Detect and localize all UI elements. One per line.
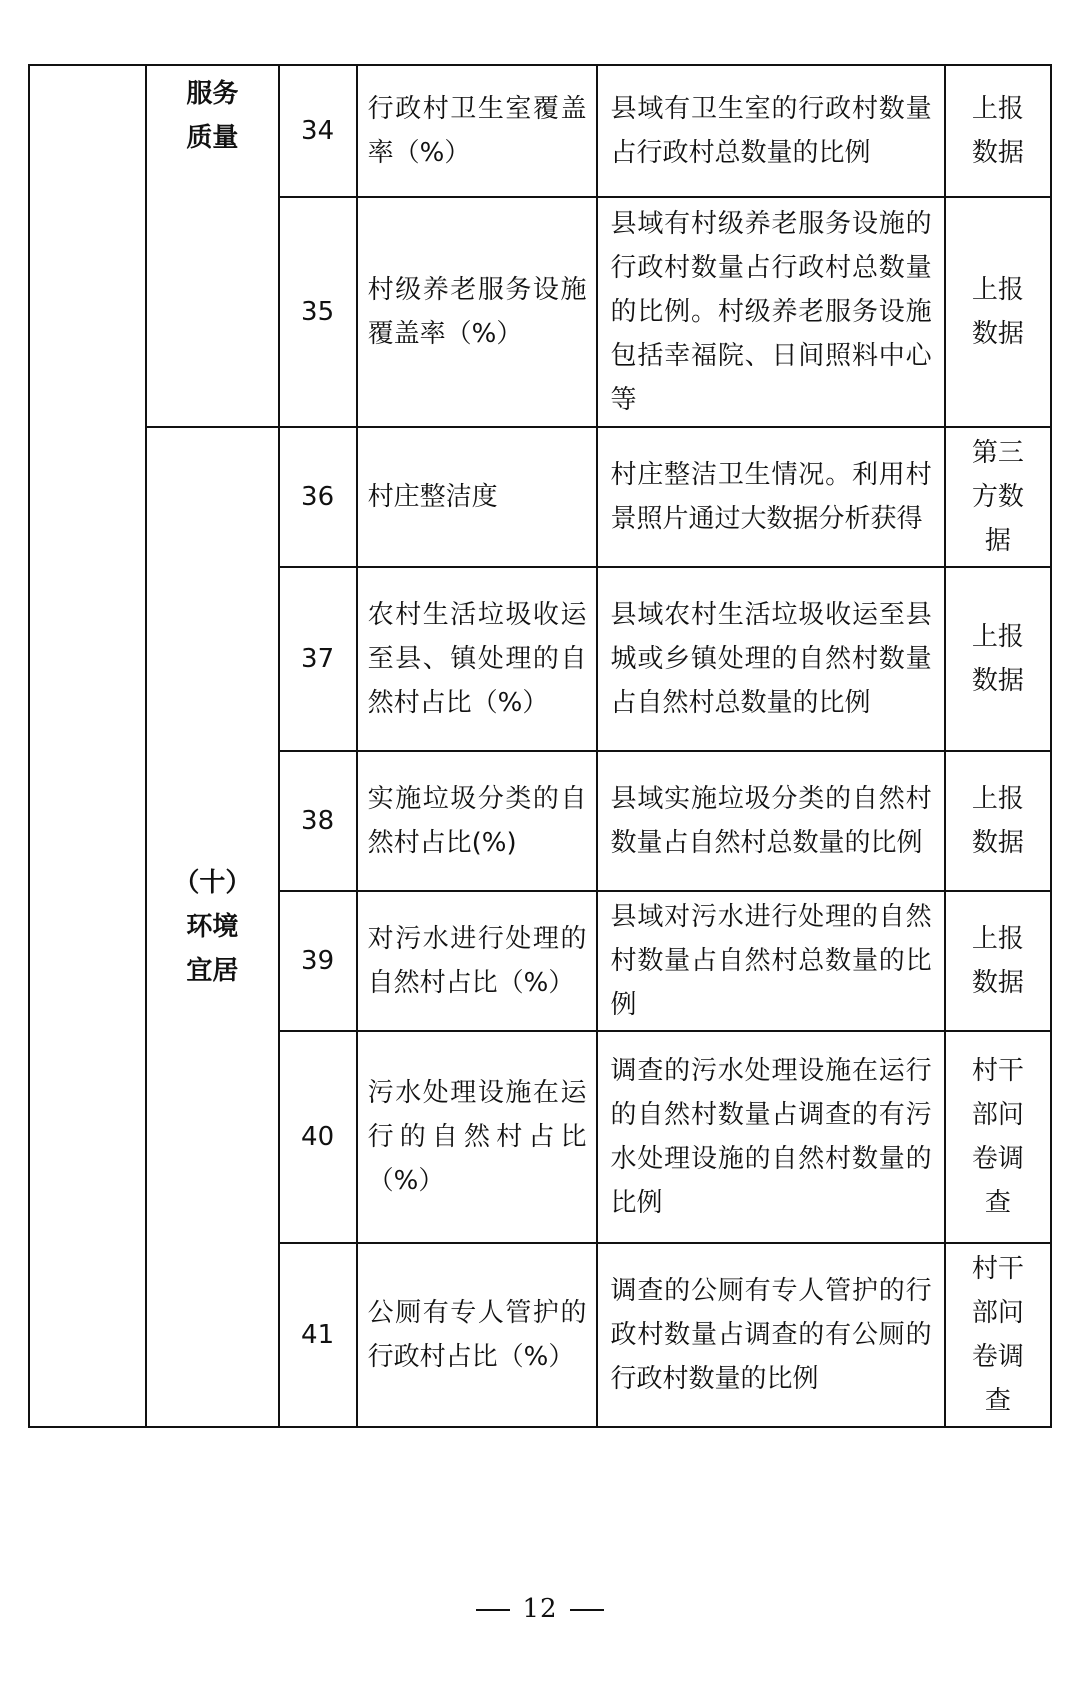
indicator-description: 县域对污水进行处理的自然村数量占自然村总数量的比例	[597, 891, 944, 1031]
indicator-table	[28, 64, 1052, 1428]
indicator-description: 村庄整洁卫生情况。利用村景照片通过大数据分析获得	[597, 427, 944, 567]
page-number	[0, 1594, 1080, 1624]
indicator-name: 村级养老服务设施覆盖率（%）	[357, 197, 598, 427]
data-source: 上报 数据	[945, 65, 1051, 197]
indicator-name: 实施垃圾分类的自然村占比(%)	[357, 751, 598, 891]
table-row	[29, 427, 1051, 567]
data-source: 上报 数据	[945, 567, 1051, 751]
indicator-name: 农村生活垃圾收运至县、镇处理的自然村占比（%）	[357, 567, 598, 751]
table-row	[29, 65, 1051, 197]
indicator-name: 对污水进行处理的自然村占比（%）	[357, 891, 598, 1031]
indicator-name: 村庄整洁度	[357, 427, 598, 567]
data-source: 村干 部问 卷调 查	[945, 1031, 1051, 1243]
indicator-description: 县域实施垃圾分类的自然村数量占自然村总数量的比例	[597, 751, 944, 891]
category-service-quality: 服务 质量	[146, 65, 278, 427]
dash-right	[570, 1609, 604, 1611]
row-number: 35	[279, 197, 357, 427]
indicator-description: 调查的污水处理设施在运行的自然村数量占调查的有污水处理设施的自然村数量的比例	[597, 1031, 944, 1243]
data-source: 村干 部问 卷调 查	[945, 1243, 1051, 1427]
row-number: 39	[279, 891, 357, 1031]
row-number: 37	[279, 567, 357, 751]
indicator-description: 县域有卫生室的行政村数量占行政村总数量的比例	[597, 65, 944, 197]
data-source: 上报 数据	[945, 751, 1051, 891]
indicator-name: 污水处理设施在运行的自然村占比（%）	[357, 1031, 598, 1243]
indicator-name: 公厕有专人管护的行政村占比（%）	[357, 1243, 598, 1427]
data-source: 上报 数据	[945, 891, 1051, 1031]
row-number: 34	[279, 65, 357, 197]
indicator-description: 县域农村生活垃圾收运至县城或乡镇处理的自然村数量占自然村总数量的比例	[597, 567, 944, 751]
row-number: 36	[279, 427, 357, 567]
data-source: 第三 方数 据	[945, 427, 1051, 567]
row-number: 40	[279, 1031, 357, 1243]
row-number: 38	[279, 751, 357, 891]
page-number-value: 12	[522, 1594, 558, 1624]
indicator-description: 调查的公厕有专人管护的行政村数量占调查的有公厕的行政村数量的比例	[597, 1243, 944, 1427]
indicator-name: 行政村卫生室覆盖率（%）	[357, 65, 598, 197]
category-environment: （十） 环境 宜居	[146, 427, 278, 1427]
row-number: 41	[279, 1243, 357, 1427]
blank-first-column	[29, 65, 146, 1427]
data-source: 上报 数据	[945, 197, 1051, 427]
dash-left	[476, 1609, 510, 1611]
indicator-description: 县域有村级养老服务设施的行政村数量占行政村总数量的比例。村级养老服务设施包括幸福院、日间照料中心等	[597, 197, 944, 427]
